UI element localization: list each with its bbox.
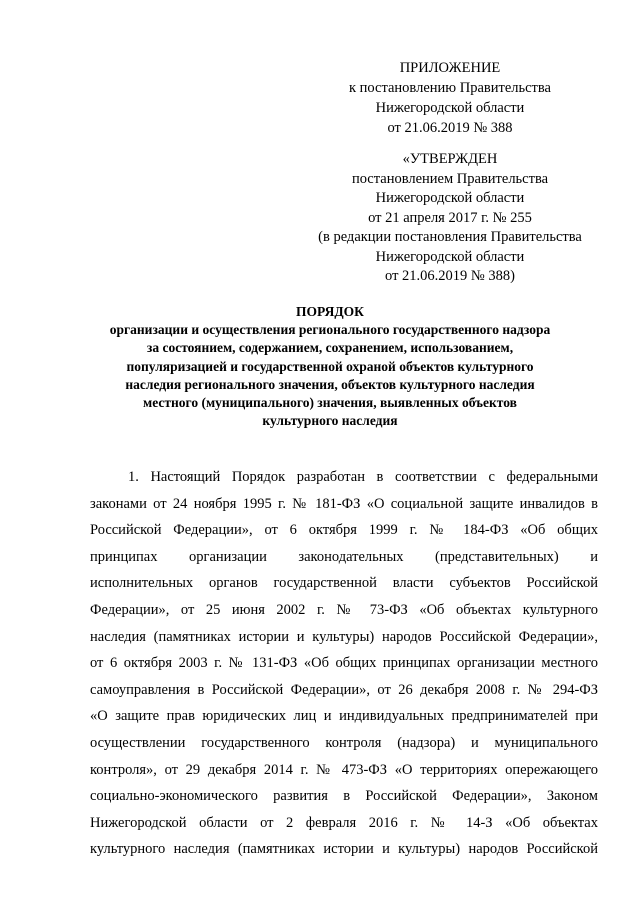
- approval-line: Нижегородской области: [375, 248, 525, 265]
- appendix-line: Нижегородской области: [375, 100, 525, 116]
- appendix-block: [300, 58, 600, 138]
- title-heading: ПОРЯДОК: [296, 304, 364, 319]
- paragraph-line: Нижегородской области от 2 февраля 2016 г. № 14-З «Об объектах: [90, 814, 598, 831]
- paragraph-line: законами от 24 ноября 1995 г. № 181-ФЗ «О социальной защите инвалидов в: [90, 495, 598, 512]
- approval-line: постановлением Правительства: [351, 170, 549, 187]
- paragraph-line: «О защите прав юридических лиц и индивидуальных предпринимателей при: [90, 708, 598, 725]
- approval-line: Нижегородской области: [375, 190, 525, 206]
- approval-line: от 21.06.2019 № 388): [385, 268, 515, 284]
- paragraph-line: 1. Настоящий Порядок разработан в соответствии с федеральными: [128, 469, 598, 485]
- paragraph-line: контроля», от 29 декабря 2014 г. № 473-ФЗ «О территориях опережающего: [90, 761, 598, 778]
- appendix-line: от 21.06.2019 № 388: [387, 120, 513, 136]
- paragraph-line: осуществлении государственного контроля (надзора) и муниципального: [90, 734, 598, 751]
- approval-line: (в редакции постановления Правительства: [318, 229, 582, 245]
- paragraph-line: Российской Федерации», от 6 октября 1999 г. № 184-ФЗ «Об общих: [90, 522, 598, 539]
- approval-block: [300, 150, 600, 287]
- title-line: наследия регионального значения, объектов культурного наследия: [125, 376, 535, 392]
- body-paragraph: [90, 464, 598, 863]
- approval-line: от 21 апреля 2017 г. № 255: [368, 209, 532, 226]
- approval-line: «УТВЕРЖДЕН: [402, 151, 498, 167]
- paragraph-line: Федерации», от 25 июня 2002 г. № 73-ФЗ «Об объектах культурного: [90, 601, 598, 618]
- title-line: за состоянием, содержанием, сохранением, использованием,: [146, 340, 514, 356]
- paragraph-line: культурного наследия (памятниках истории и культуры) народов Российской: [90, 841, 598, 858]
- paragraph-line: принципах организации законодательных (представительных) и: [90, 548, 598, 565]
- paragraph-line: исполнительных органов государственной власти субъектов Российской: [90, 575, 598, 592]
- paragraph-line: социально-экономического развития в Российской Федерации», Законом: [90, 788, 598, 805]
- document-title: [60, 303, 600, 430]
- title-line: культурного наследия: [262, 413, 398, 429]
- paragraph-line: наследия (памятниках истории и культуры) народов Российской Федерации»,: [90, 628, 598, 645]
- paragraph-line: самоуправления в Российской Федерации», от 26 декабря 2008 г. № 294-ФЗ: [90, 681, 598, 698]
- appendix-line: к постановлению Правительства: [349, 80, 551, 96]
- paragraph-line: от 6 октября 2003 г. № 131-ФЗ «Об общих принципах организации местного: [90, 655, 598, 672]
- title-line: местного (муниципального) значения, выявленных объектов: [143, 395, 517, 411]
- title-line: популяризацией и государственной охраной объектов культурного: [126, 358, 534, 374]
- title-line: организации и осуществления регионального государственного надзора: [109, 322, 551, 338]
- appendix-line: ПРИЛОЖЕНИЕ: [399, 60, 501, 76]
